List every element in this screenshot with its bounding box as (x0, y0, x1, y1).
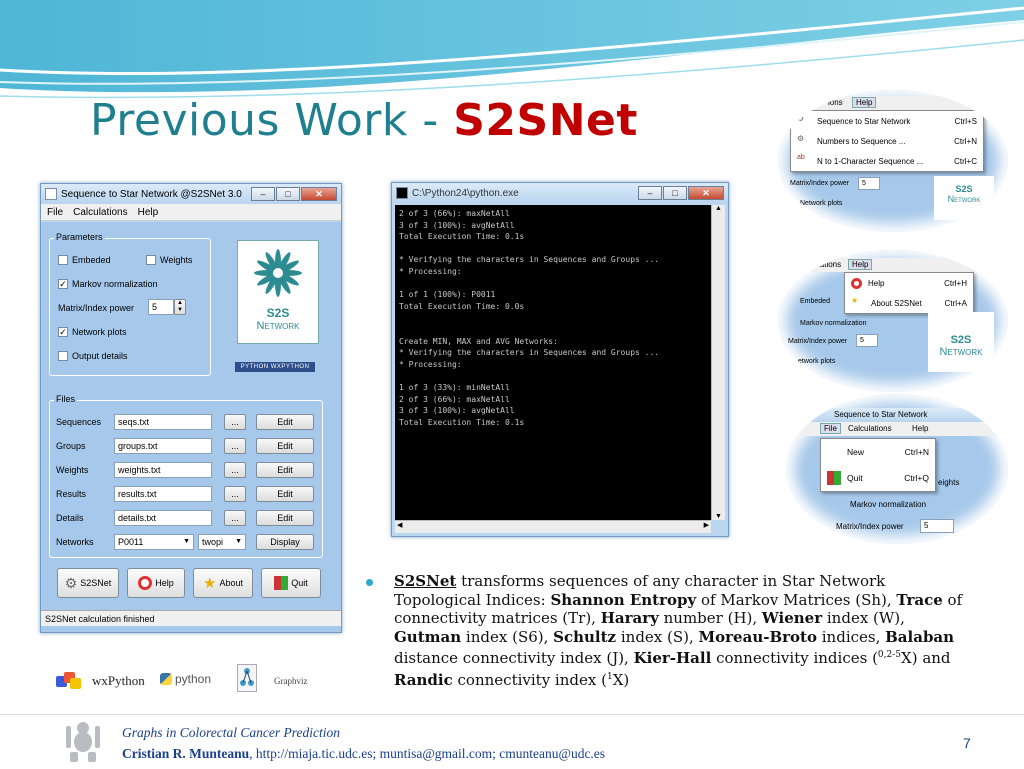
text-segment: X) and (901, 649, 951, 667)
superscript: 1 (606, 671, 613, 682)
matrix-power-label: Matrix/Index power (58, 303, 135, 313)
console-line: * Verifying the characters in Sequences and Groups ... (399, 348, 660, 358)
bubble3-matrix-field[interactable]: 5 (920, 519, 954, 533)
lifebuoy-icon (138, 576, 152, 590)
display-button[interactable]: Display (256, 534, 314, 550)
embeded-label: Embeded (72, 255, 111, 265)
abc-icon: ab (797, 154, 805, 161)
bullet-dot (366, 579, 373, 586)
menu-item-sequence-to-star[interactable] (791, 111, 983, 131)
item-shortcut: Ctrl+H (944, 278, 967, 288)
minimize-button[interactable]: – (251, 187, 275, 201)
bubble1-matrix-field[interactable]: 5 (858, 177, 880, 190)
markov-normalization-checkbox[interactable]: ✓ (59, 279, 67, 289)
footer-divider (0, 714, 1024, 715)
bubble2-help-dropdown (844, 272, 974, 314)
bubble3-menu-help[interactable]: Help (912, 424, 929, 433)
bubble3-file-dropdown (820, 438, 936, 492)
item-label: Numbers to Sequence ... (817, 136, 906, 146)
console-line: * Processing: (399, 359, 462, 369)
app-title: Sequence to Star Network @S2SNet 3.0 (61, 188, 242, 200)
console-line (399, 370, 707, 382)
console-line: 3 of 3 (100%): avgNetAll (399, 220, 515, 230)
console-line: 1 of 3 (33%): minNetAll (399, 382, 510, 392)
bubble2-menu-help[interactable]: Help (848, 259, 872, 270)
bubble3-menu-file[interactable]: File (820, 423, 841, 434)
bubble3-titlebar (786, 408, 1008, 422)
text-segment: of Markov Matrices (Sh), (696, 590, 897, 609)
page-number: 7 (963, 735, 971, 751)
python-wxpython-badge: PYTHON WXPYTHON (235, 362, 315, 372)
menu-file[interactable]: File (47, 206, 64, 218)
item-label: About S2SNet (871, 298, 922, 308)
item-label: Quit (847, 473, 863, 483)
bubble1-menu-calc[interactable]: ions (828, 98, 843, 107)
term-balaban: Balaban (885, 627, 955, 646)
new-doc-icon (827, 445, 841, 459)
app-menubar (41, 204, 341, 221)
item-label: New (847, 447, 865, 457)
term-harary: Harary (600, 609, 659, 627)
results-label: Results (56, 489, 87, 499)
python-text: python (175, 672, 212, 686)
bubble2-logo-network: Network (939, 346, 983, 358)
app-client-area (41, 222, 341, 632)
bubble1-matrix-label: Matrix/Index power (790, 180, 850, 187)
console-line (399, 324, 707, 336)
weights-edit-button[interactable]: Edit (256, 462, 314, 478)
console-line: 2 of 3 (66%): maxNetAll (399, 209, 510, 218)
scroll-down-arrow-icon[interactable]: ▼ (715, 513, 722, 520)
groups-label: Groups (56, 441, 86, 451)
chevron-down-icon: ▼ (183, 538, 190, 545)
bubble1-logo-network: Network (947, 194, 981, 204)
details-label: Details (56, 513, 84, 523)
text-segment: index (W), (822, 609, 905, 627)
bubble2-network-plots: etwork plots (798, 358, 836, 365)
term-shannon: Shannon Entropy (550, 590, 697, 609)
status-bar: S2SNet calculation finished (41, 610, 341, 626)
menu-calculations[interactable]: Calculations (73, 206, 128, 218)
close-button[interactable]: ✕ (301, 187, 337, 201)
console-line: Total Execution Time: 0.1s (399, 417, 525, 427)
menu-item-n-to-1-char[interactable] (791, 151, 983, 171)
bubble3-menubar (786, 422, 1008, 436)
console-line: Create MIN, MAX and AVG Networks: (399, 336, 558, 346)
term-kier-hall: Kier-Hall (633, 649, 712, 667)
output-details-label: Output details (72, 351, 128, 361)
bubble2-markov: Markov normalization (800, 320, 867, 327)
frog-emblem-icon (62, 718, 104, 764)
console-line (399, 278, 707, 290)
menu-item-quit[interactable] (821, 465, 935, 491)
s2s-spiral-icon (248, 245, 308, 301)
sequences-field[interactable]: seqs.txt (114, 414, 212, 430)
files-group-label: Files (56, 394, 76, 404)
quit-button[interactable] (261, 568, 321, 598)
file-menu-zoom (786, 394, 1008, 544)
app-icon (45, 188, 57, 200)
bubble1-network-plots: Network plots (800, 200, 843, 207)
console-maximize-button[interactable]: □ (663, 186, 687, 200)
networks-select-value: P0011 (118, 537, 144, 547)
slide-title: Previous Work - S2SNet (90, 95, 638, 146)
python-logo (160, 672, 211, 686)
weights-browse-button[interactable]: ... (224, 462, 246, 478)
about-button[interactable] (193, 568, 253, 598)
details-edit-button[interactable]: Edit (256, 510, 314, 526)
bubble3-matrix: Matrix/Index power (836, 522, 904, 531)
bullet-text (368, 572, 968, 689)
scroll-up-arrow-icon[interactable]: ▲ (715, 205, 722, 212)
logo-network-text: Network (256, 320, 300, 332)
embeded-checkbox[interactable] (58, 255, 68, 265)
text-segment: index (S), (616, 627, 699, 646)
console-title: C:\Python24\python.exe (412, 187, 519, 199)
menu-item-new[interactable] (821, 439, 935, 465)
console-line: * Processing: (399, 266, 462, 276)
help-button[interactable] (127, 568, 185, 598)
wxpython-logo (56, 672, 145, 690)
layout-select-value: twopi (202, 537, 224, 547)
sequences-browse-button[interactable]: ... (224, 414, 246, 430)
exit-door-icon (827, 471, 841, 485)
footer-text (122, 722, 605, 764)
console-line: * Verifying the characters in Sequences and Groups ... (399, 255, 660, 265)
text-segment: of connectivity matrices (Tr), (394, 590, 963, 627)
menu-item-about[interactable] (845, 293, 973, 313)
weights-file-label: Weights (56, 465, 89, 475)
item-label: Sequence to Star Network (817, 116, 911, 126)
university-logo (62, 718, 104, 764)
scroll-left-arrow-icon[interactable]: ◀ (397, 522, 403, 529)
footer-author: Cristian R. Munteanu (122, 746, 250, 761)
gear-icon: ⚙ (797, 134, 805, 143)
sequences-label: Sequences (56, 417, 102, 427)
gear-icon: ⚙ (64, 574, 78, 591)
console-window (391, 182, 729, 537)
item-shortcut: Ctrl+Q (904, 473, 929, 483)
gear-icon: ⚙ (797, 114, 805, 123)
star-icon: ★ (203, 575, 217, 592)
text-segment: index (S6), (461, 627, 554, 646)
console-line: 3 of 3 (100%): avgNetAll (399, 406, 515, 416)
chevron-down-icon: ▼ (235, 538, 242, 545)
console-line: Total Execution Time: 0.1s (399, 232, 525, 242)
bubble1-calculations-dropdown (790, 110, 984, 172)
term-gutman: Gutman (394, 627, 462, 646)
groups-browse-button[interactable]: ... (224, 438, 246, 454)
details-field[interactable]: details.txt (114, 510, 212, 526)
matrix-power-field[interactable]: 5 (148, 299, 174, 315)
bubble3-menu-calc[interactable]: Calculations (848, 424, 892, 433)
term-randic: Randic (394, 670, 453, 689)
bubble1-s2s-logo (934, 176, 994, 220)
menu-item-help[interactable] (845, 273, 973, 293)
quit-label: Quit (291, 578, 308, 588)
item-label: Help (868, 278, 885, 288)
graph-icon (238, 665, 256, 691)
bubble3-title: Sequence to Star Network (834, 410, 928, 419)
text-segment: transforms sequences of any character in Star Network Topological Indices: (394, 572, 886, 609)
groups-field[interactable]: groups.txt (114, 438, 212, 454)
console-vertical-scrollbar[interactable] (711, 205, 725, 520)
item-shortcut: Ctrl+C (954, 156, 977, 166)
term-wiener: Wiener (761, 609, 823, 627)
bubble1-logo-s2s: S2S (955, 184, 973, 194)
text-segment: indices, (816, 627, 886, 646)
console-line: Total Execution Time: 0.0s (399, 301, 525, 311)
bubble3-weights: eights (938, 478, 960, 487)
graphviz-text: Graphviz (274, 676, 308, 686)
matrix-power-spinner[interactable]: ▲ ▼ (174, 299, 186, 315)
footer-author-line (122, 743, 605, 764)
term-moreau-broto: Moreau-Broto (698, 627, 817, 646)
text-segment: X) (612, 670, 630, 689)
wxpython-blocks-icon (56, 672, 82, 690)
menu-item-numbers-to-sequence[interactable] (791, 131, 983, 151)
details-browse-button[interactable]: ... (224, 510, 246, 526)
item-label: N to 1-Character Sequence ... (817, 156, 924, 166)
graphviz-logo (237, 664, 257, 692)
text-segment: number (H), (658, 609, 762, 627)
bubble1-menu-help[interactable]: Help (852, 97, 876, 108)
item-shortcut: Ctrl+N (904, 447, 929, 457)
console-line: 2 of 3 (66%): maxNetAll (399, 394, 510, 404)
weights-label: Weights (160, 255, 193, 265)
calculations-menu-zoom (778, 90, 1008, 232)
bubble2-logo-s2s: S2S (950, 334, 972, 346)
term-schultz: Schultz (553, 627, 617, 646)
console-line (399, 312, 707, 324)
footer-contact[interactable]: , http://miaja.tic.udc.es; muntisa@gmail.com; cmunteanu@udc.es (249, 746, 606, 761)
item-shortcut: Ctrl+A (944, 298, 967, 308)
parameters-group (49, 232, 211, 376)
s2snet-app-window (40, 183, 342, 633)
weights-checkbox[interactable] (146, 255, 156, 265)
maximize-button[interactable]: □ (276, 187, 300, 201)
s2snet-term: S2SNet (394, 572, 457, 590)
s2snet-run-label: S2SNet (80, 578, 112, 588)
results-edit-button[interactable]: Edit (256, 486, 314, 502)
bubble3-markov: Markov normalization (850, 500, 927, 509)
text-segment: distance connectivity index (J), (394, 649, 634, 667)
text-segment: connectivity indices ( (711, 649, 878, 667)
footer-talk-title: Graphs in Colorectal Cancer Prediction (122, 725, 340, 740)
results-browse-button[interactable]: ... (224, 486, 246, 502)
bubble1-menubar (778, 96, 1008, 110)
console-line (399, 243, 707, 255)
markov-normalization-label: Markov normalization (72, 279, 158, 289)
scroll-right-arrow-icon[interactable]: ▶ (703, 522, 709, 529)
superscript: 0,2-5 (877, 650, 902, 660)
bullet-paragraph (368, 572, 968, 689)
files-group (49, 394, 323, 558)
bubble2-s2s-logo (928, 312, 994, 372)
groups-edit-button[interactable]: Edit (256, 438, 314, 454)
bubble2-matrix-field[interactable]: 5 (856, 334, 878, 347)
network-plots-checkbox[interactable]: ✓ (59, 327, 67, 337)
output-details-checkbox[interactable] (58, 351, 68, 361)
bubble2-menu-calc[interactable]: lations (818, 260, 842, 269)
text-segment: connectivity index ( (452, 670, 607, 689)
lifebuoy-icon (851, 278, 862, 289)
networks-label: Networks (56, 537, 94, 547)
results-field[interactable]: results.txt (114, 486, 212, 502)
console-line: 1 of 1 (100%): P0011 (399, 290, 496, 300)
about-label: About (219, 578, 243, 588)
app-titlebar (41, 184, 341, 204)
network-plots-label: Network plots (72, 327, 127, 337)
wxpython-text: wxPython (92, 673, 145, 688)
menu-help[interactable]: Help (137, 206, 159, 218)
block-icon (70, 678, 81, 689)
console-output (395, 205, 711, 520)
item-shortcut: Ctrl+S (954, 116, 977, 126)
help-label: Help (155, 578, 174, 588)
term-trace: Trace (896, 590, 943, 609)
weights-field[interactable]: weights.txt (114, 462, 212, 478)
layout-select[interactable] (198, 534, 246, 550)
s2snet-run-button[interactable] (57, 568, 119, 598)
bubble2-matrix: Matrix/Index power (788, 338, 848, 345)
console-titlebar (392, 183, 728, 203)
console-horizontal-scrollbar[interactable] (395, 520, 711, 533)
bubble2-menubar (778, 258, 1008, 272)
star-icon: ★ (851, 296, 859, 305)
parameters-group-label: Parameters (56, 232, 103, 242)
exit-door-icon (274, 576, 288, 590)
help-menu-zoom (778, 250, 1008, 392)
console-minimize-button[interactable]: – (638, 186, 662, 200)
console-icon (396, 187, 408, 199)
item-shortcut: Ctrl+N (954, 136, 977, 146)
python-snake-icon (160, 673, 172, 685)
networks-select[interactable] (114, 534, 194, 550)
s2s-network-logo (237, 240, 319, 344)
bubble2-embeded: Embeded (800, 298, 830, 305)
console-close-button[interactable]: ✕ (688, 186, 724, 200)
sequences-edit-button[interactable]: Edit (256, 414, 314, 430)
logo-s2s-text: S2S (266, 306, 290, 320)
